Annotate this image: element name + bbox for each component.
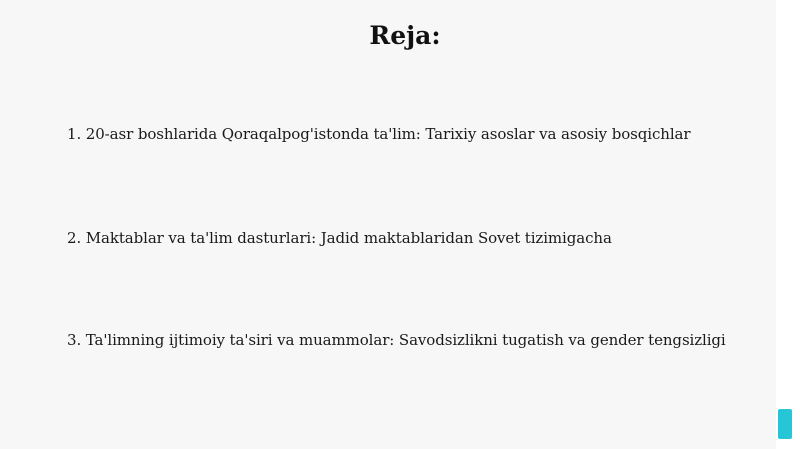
plan-item-3: 3. Ta'limning ijtimoiy ta'siri va muammolar: Savodsizlikni tugatish va gender tengsizligi xyxy=(67,331,726,349)
scrollbar-thumb[interactable] xyxy=(778,409,792,439)
scrollbar-track[interactable] xyxy=(776,0,800,449)
plan-item-2: 2. Maktablar va ta'lim dasturlari: Jadid maktablaridan Sovet tizimigacha xyxy=(67,229,612,247)
slide-title: Reja: xyxy=(369,21,441,50)
plan-item-1: 1. 20-asr boshlarida Qoraqalpog'istonda ta'lim: Tarixiy asoslar va asosiy bosqichlar xyxy=(67,125,691,143)
